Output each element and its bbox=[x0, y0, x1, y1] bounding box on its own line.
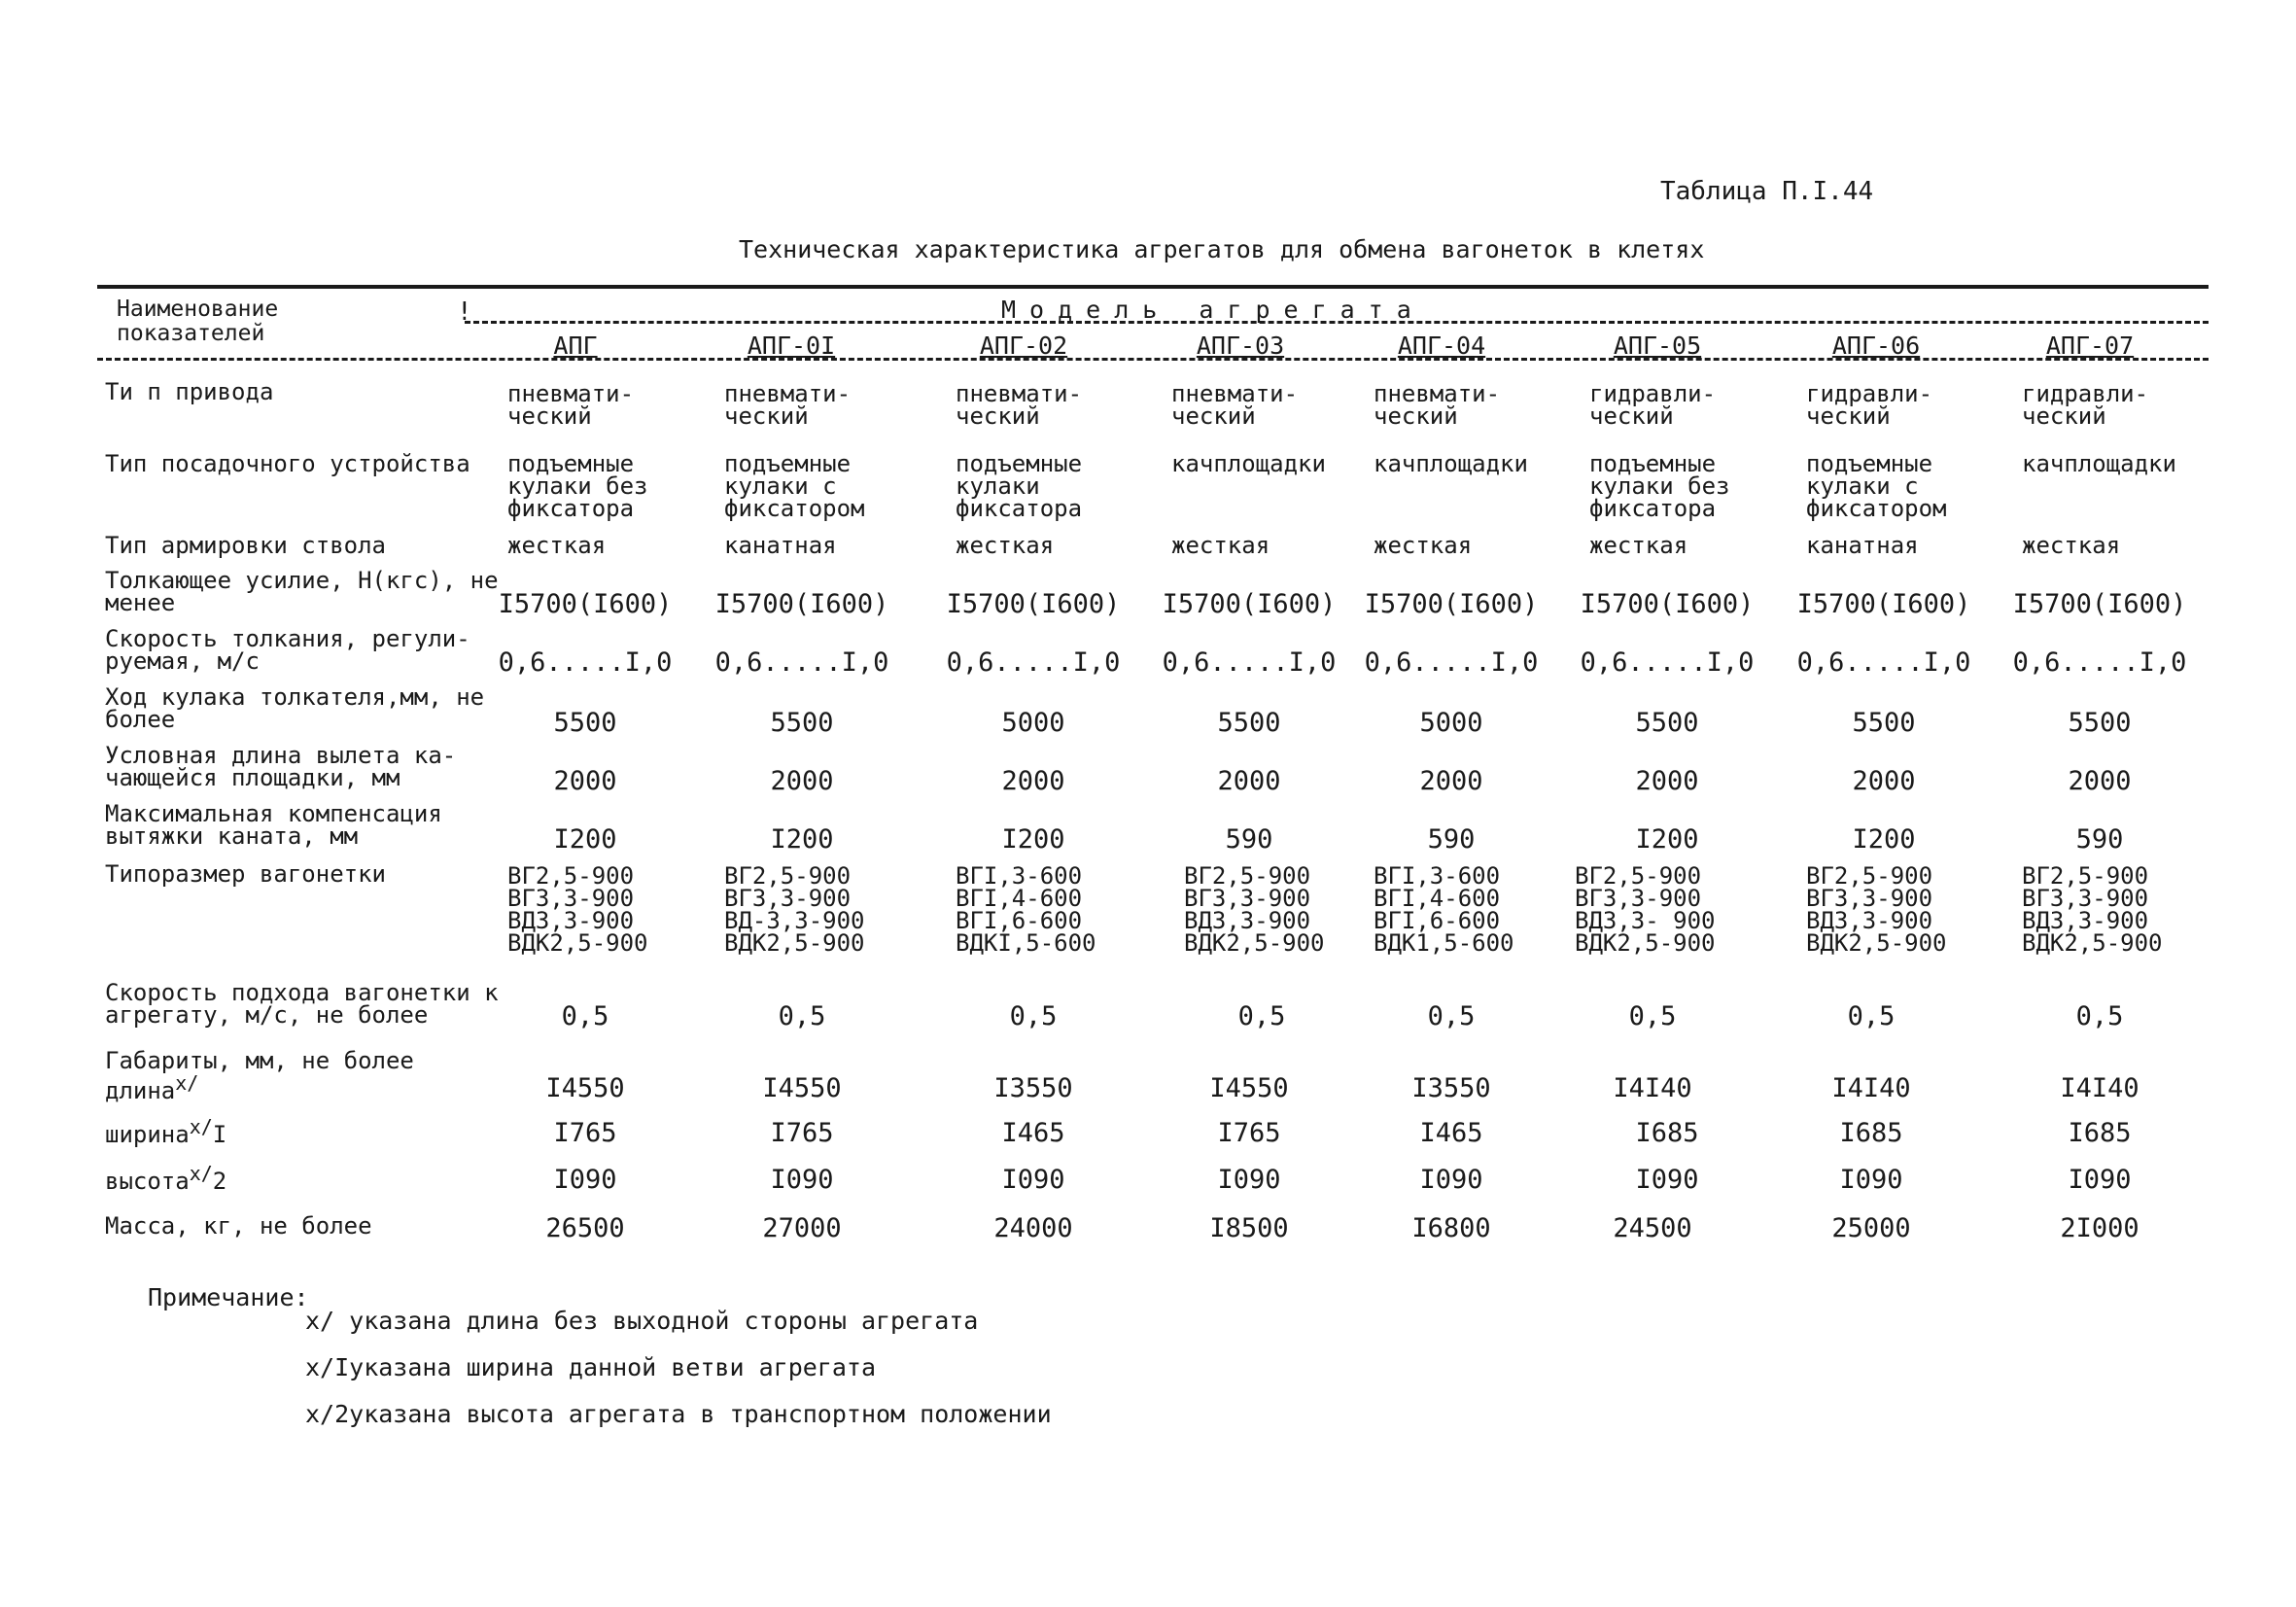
table-cell: 2000 bbox=[1217, 766, 1281, 796]
table-cell: I200 bbox=[553, 824, 617, 855]
table-cell: I5700(I600) bbox=[714, 589, 889, 619]
table-cell: I090 bbox=[1635, 1165, 1699, 1195]
width-label-text: ширина bbox=[105, 1121, 190, 1148]
header-model-group: Модель агрегата bbox=[1001, 296, 1425, 324]
table-cell: 5500 bbox=[770, 708, 834, 738]
wagon-size-line: ВДК2,5-900 bbox=[1575, 929, 1716, 957]
table-cell: жесткая bbox=[956, 532, 1055, 559]
table-cell: 0,5 bbox=[1628, 1001, 1677, 1031]
wagon-size-line: ВД3,3-900 bbox=[1184, 907, 1311, 934]
wagon-size-line: ВГ3,3-900 bbox=[1575, 885, 1702, 912]
wagon-size-line: ВГ3,3-900 bbox=[507, 885, 635, 912]
row-label-stroke: Ход кулака толкателя,мм, не более bbox=[105, 683, 485, 733]
table-cell: гидравли-ческий bbox=[1806, 380, 1933, 430]
table-cell bbox=[1374, 862, 1514, 957]
table-cell: 24500 bbox=[1613, 1213, 1692, 1243]
table-cell: I8500 bbox=[1209, 1213, 1289, 1243]
table-cell bbox=[1575, 862, 1716, 957]
table-cell: 0,6.....I,0 bbox=[1162, 647, 1337, 678]
table-cell: I5700(I600) bbox=[946, 589, 1121, 619]
row-label-force: Толкающее усилие, Н(кгс), не менее bbox=[105, 567, 499, 616]
table-cell: I090 bbox=[770, 1165, 834, 1195]
table-cell: I5700(I600) bbox=[1580, 589, 1755, 619]
table-cell: I765 bbox=[770, 1118, 834, 1148]
table-cell: I090 bbox=[1001, 1165, 1065, 1195]
row-label-height bbox=[105, 1163, 513, 1193]
header-divider bbox=[465, 321, 2209, 324]
table-cell: I5700(I600) bbox=[1162, 589, 1337, 619]
height-footnote-number: 2 bbox=[212, 1168, 227, 1195]
wagon-size-line: ВГ3,3-900 bbox=[1806, 885, 1933, 912]
wagon-size-line: ВГI,6-600 bbox=[1374, 907, 1501, 934]
table-cell: 0,5 bbox=[561, 1001, 609, 1031]
wagon-size-line: ВГ2,5-900 bbox=[1184, 862, 1311, 890]
table-cell: I4550 bbox=[762, 1073, 842, 1103]
wagon-size-line: ВД3,3-900 bbox=[2022, 907, 2149, 934]
length-label-text: Габариты, мм, не более длина bbox=[105, 1047, 414, 1104]
table-cell: 5500 bbox=[1217, 708, 1281, 738]
model-header: АПГ-06 bbox=[1831, 332, 1921, 360]
table-cell: жесткая bbox=[2022, 532, 2121, 559]
row-label-landing-type: Тип посадочного устройства bbox=[105, 450, 470, 477]
wagon-size-line: ВДК1,5-600 bbox=[1374, 929, 1514, 957]
wagon-size-line: ВГI,3-600 bbox=[956, 862, 1083, 890]
model-header: АПГ-02 bbox=[979, 332, 1068, 360]
table-cell bbox=[507, 862, 648, 957]
table-cell: I4550 bbox=[545, 1073, 625, 1103]
wagon-size-line: ВД3,3-900 bbox=[1806, 907, 1933, 934]
table-cell: I090 bbox=[1839, 1165, 1903, 1195]
note-item: х/2указана высота агрегата в транспортном положении bbox=[305, 1400, 1052, 1428]
wagon-size-line: ВГ2,5-900 bbox=[2022, 862, 2149, 890]
table-cell: I4I40 bbox=[2060, 1073, 2139, 1103]
row-label-drive-type: Ти п привода bbox=[105, 378, 274, 405]
wagon-size-line: ВД3,3-900 bbox=[507, 907, 635, 934]
table-cell: жесткая bbox=[1589, 532, 1688, 559]
table-cell: I090 bbox=[1217, 1165, 1281, 1195]
table-cell: 2000 bbox=[2068, 766, 2132, 796]
height-label-text: высота bbox=[105, 1168, 190, 1195]
row-label-speed: Скорость толкания, регули-руемая, м/с bbox=[105, 625, 470, 675]
header-name-column: Наименование показателей bbox=[117, 297, 279, 346]
table-cell: I3550 bbox=[993, 1073, 1073, 1103]
table-cell: I5700(I600) bbox=[1364, 589, 1539, 619]
table-cell: 2000 bbox=[770, 766, 834, 796]
length-footnote-mark: х/ bbox=[175, 1071, 199, 1095]
row-label-reach: Условная длина вылета ка-чающейся площадки, мм bbox=[105, 742, 457, 791]
model-header: АПГ-05 bbox=[1613, 332, 1702, 360]
wagon-size-line: ВДК2,5-900 bbox=[507, 929, 648, 957]
row-label-approach-speed: Скорость подхода вагонетки к агрегату, м/с, не более bbox=[105, 979, 499, 1029]
table-cell: 2000 bbox=[553, 766, 617, 796]
model-header: АПГ-03 bbox=[1196, 332, 1285, 360]
table-cell: 0,5 bbox=[1009, 1001, 1058, 1031]
table-cell: подъемные кулаки с фиксатором bbox=[1806, 450, 1947, 522]
table-cell: канатная bbox=[1806, 532, 1919, 559]
height-footnote-mark: х/ bbox=[189, 1162, 213, 1185]
table-cell: 0,6.....I,0 bbox=[714, 647, 889, 678]
table-cell: 25000 bbox=[1831, 1213, 1911, 1243]
table-cell: I765 bbox=[553, 1118, 617, 1148]
table-cell: 0,5 bbox=[1847, 1001, 1896, 1031]
table-cell: 5500 bbox=[1635, 708, 1699, 738]
wagon-size-line: ВГ3,3-900 bbox=[2022, 885, 2149, 912]
table-cell: I4550 bbox=[1209, 1073, 1289, 1103]
table-cell: 0,5 bbox=[1237, 1001, 1286, 1031]
table-cell: канатная bbox=[724, 532, 837, 559]
notes-heading: Примечание: bbox=[148, 1283, 309, 1311]
table-cell: 0,6.....I,0 bbox=[2012, 647, 2187, 678]
wagon-size-line: ВДК2,5-900 bbox=[724, 929, 865, 957]
table-cell: 2I000 bbox=[2060, 1213, 2139, 1243]
wagon-size-line: ВДКI,5-600 bbox=[956, 929, 1096, 957]
table-cell: I465 bbox=[1001, 1118, 1065, 1148]
table-cell: I200 bbox=[1852, 824, 1916, 855]
table-number: Таблица П.I.44 bbox=[1660, 177, 1874, 206]
table-cell: I5700(I600) bbox=[1796, 589, 1971, 619]
note-item: х/Iуказана ширина данной ветви агрегата bbox=[305, 1353, 876, 1381]
table-cell: подъемные кулаки фиксатора bbox=[956, 450, 1083, 522]
table-cell: I3550 bbox=[1411, 1073, 1491, 1103]
table-cell: 2000 bbox=[1001, 766, 1065, 796]
table-cell: I5700(I600) bbox=[2012, 589, 2187, 619]
wagon-size-line: ВГ3,3-900 bbox=[1184, 885, 1311, 912]
table-cell: 27000 bbox=[762, 1213, 842, 1243]
table-cell bbox=[2022, 862, 2163, 957]
table-cell: I200 bbox=[770, 824, 834, 855]
top-rule bbox=[97, 285, 2209, 289]
table-cell: 5000 bbox=[1001, 708, 1065, 738]
table-cell: 2000 bbox=[1419, 766, 1483, 796]
table-cell: 2000 bbox=[1635, 766, 1699, 796]
wagon-size-line: ВГI,3-600 bbox=[1374, 862, 1501, 890]
wagon-size-line: ВД-3,3-900 bbox=[724, 907, 865, 934]
model-header: АПГ bbox=[553, 332, 598, 360]
row-label-wagon-size: Типоразмер вагонетки bbox=[105, 860, 386, 888]
table-cell: 590 bbox=[2075, 824, 2124, 855]
table-cell: 590 bbox=[1427, 824, 1476, 855]
width-footnote-number: I bbox=[212, 1121, 227, 1148]
table-cell: I090 bbox=[1419, 1165, 1483, 1195]
width-footnote-mark: х/ bbox=[189, 1115, 213, 1138]
table-cell: I685 bbox=[1635, 1118, 1699, 1148]
wagon-size-line: ВДК2,5-900 bbox=[1806, 929, 1947, 957]
table-cell: подъемные кулаки без фиксатора bbox=[507, 450, 648, 522]
table-cell: качплощадки bbox=[1171, 450, 1326, 477]
table-cell: 24000 bbox=[993, 1213, 1073, 1243]
table-cell: 26500 bbox=[545, 1213, 625, 1243]
table-cell bbox=[724, 862, 865, 957]
table-cell: I465 bbox=[1419, 1118, 1483, 1148]
table-cell: 0,6.....I,0 bbox=[1364, 647, 1539, 678]
table-cell: пневмати-ческий bbox=[1171, 380, 1299, 430]
table-cell: 0,6.....I,0 bbox=[1796, 647, 1971, 678]
row-label-armoring: Тип армировки ствола bbox=[105, 532, 386, 559]
table-cell: 0,5 bbox=[778, 1001, 826, 1031]
table-cell bbox=[1184, 862, 1325, 957]
table-cell: 5000 bbox=[1419, 708, 1483, 738]
table-cell: пневмати-ческий bbox=[507, 380, 635, 430]
wagon-size-line: ВГ2,5-900 bbox=[724, 862, 852, 890]
table-cell: 0,6.....I,0 bbox=[498, 647, 673, 678]
table-cell: жесткая bbox=[1374, 532, 1473, 559]
table-cell: I685 bbox=[2068, 1118, 2132, 1148]
table-cell: жесткая bbox=[1171, 532, 1270, 559]
wagon-size-line: ВГI,6-600 bbox=[956, 907, 1083, 934]
table-cell: I4I40 bbox=[1613, 1073, 1692, 1103]
table-cell: 0,6.....I,0 bbox=[1580, 647, 1755, 678]
table-cell: I090 bbox=[553, 1165, 617, 1195]
wagon-size-line: ВГ2,5-900 bbox=[507, 862, 635, 890]
table-cell: пневмати-ческий bbox=[1374, 380, 1501, 430]
row-label-mass: Масса, кг, не более bbox=[105, 1212, 372, 1240]
wagon-size-line: ВГI,4-600 bbox=[1374, 885, 1501, 912]
table-cell: I5700(I600) bbox=[498, 589, 673, 619]
wagon-size-line: ВГ3,3-900 bbox=[724, 885, 852, 912]
table-cell: гидравли-ческий bbox=[2022, 380, 2149, 430]
table-cell: I765 bbox=[1217, 1118, 1281, 1148]
wagon-size-line: ВГI,4-600 bbox=[956, 885, 1083, 912]
table-cell: 5500 bbox=[553, 708, 617, 738]
table-cell: 5500 bbox=[1852, 708, 1916, 738]
table-cell bbox=[956, 862, 1096, 957]
table-cell: 2000 bbox=[1852, 766, 1916, 796]
table-cell: качплощадки bbox=[2022, 450, 2176, 477]
table-cell: пневмати-ческий bbox=[724, 380, 852, 430]
wagon-size-line: ВДК2,5-900 bbox=[1184, 929, 1325, 957]
row-label-width bbox=[105, 1116, 513, 1146]
header-bottom-rule bbox=[97, 358, 2209, 361]
header-separator: ! bbox=[457, 297, 472, 327]
table-cell: подъемные кулаки без фиксатора bbox=[1589, 450, 1730, 522]
wagon-size-line: ВГ2,5-900 bbox=[1806, 862, 1933, 890]
row-label-length bbox=[105, 1047, 426, 1104]
wagon-size-line: ВД3,3- 900 bbox=[1575, 907, 1716, 934]
table-cell: жесткая bbox=[507, 532, 607, 559]
table-cell: I200 bbox=[1001, 824, 1065, 855]
table-cell: I090 bbox=[2068, 1165, 2132, 1195]
table-cell: I200 bbox=[1635, 824, 1699, 855]
model-header: АПГ-0I bbox=[747, 332, 836, 360]
table-title: Техническая характеристика агрегатов для обмена вагонеток в клетях bbox=[739, 235, 1705, 263]
table-cell: качплощадки bbox=[1374, 450, 1528, 477]
model-header: АПГ-07 bbox=[2045, 332, 2135, 360]
table-cell: I4I40 bbox=[1831, 1073, 1911, 1103]
row-label-compensation: Максимальная компенсация вытяжки каната, мм bbox=[105, 800, 442, 850]
wagon-size-line: ВДК2,5-900 bbox=[2022, 929, 2163, 957]
table-cell: I685 bbox=[1839, 1118, 1903, 1148]
table-cell: 0,5 bbox=[2075, 1001, 2124, 1031]
table-cell: 590 bbox=[1225, 824, 1273, 855]
table-cell: I6800 bbox=[1411, 1213, 1491, 1243]
wagon-size-line: ВГ2,5-900 bbox=[1575, 862, 1702, 890]
table-cell: пневмати-ческий bbox=[956, 380, 1083, 430]
model-header: АПГ-04 bbox=[1397, 332, 1486, 360]
table-cell: 0,5 bbox=[1427, 1001, 1476, 1031]
note-item: х/ указана длина без выходной стороны агрегата bbox=[305, 1307, 979, 1335]
table-cell bbox=[1806, 862, 1947, 957]
table-cell: подъемные кулаки с фиксатором bbox=[724, 450, 865, 522]
table-cell: гидравли-ческий bbox=[1589, 380, 1717, 430]
table-cell: 0,6.....I,0 bbox=[946, 647, 1121, 678]
table-cell: 5500 bbox=[2068, 708, 2132, 738]
